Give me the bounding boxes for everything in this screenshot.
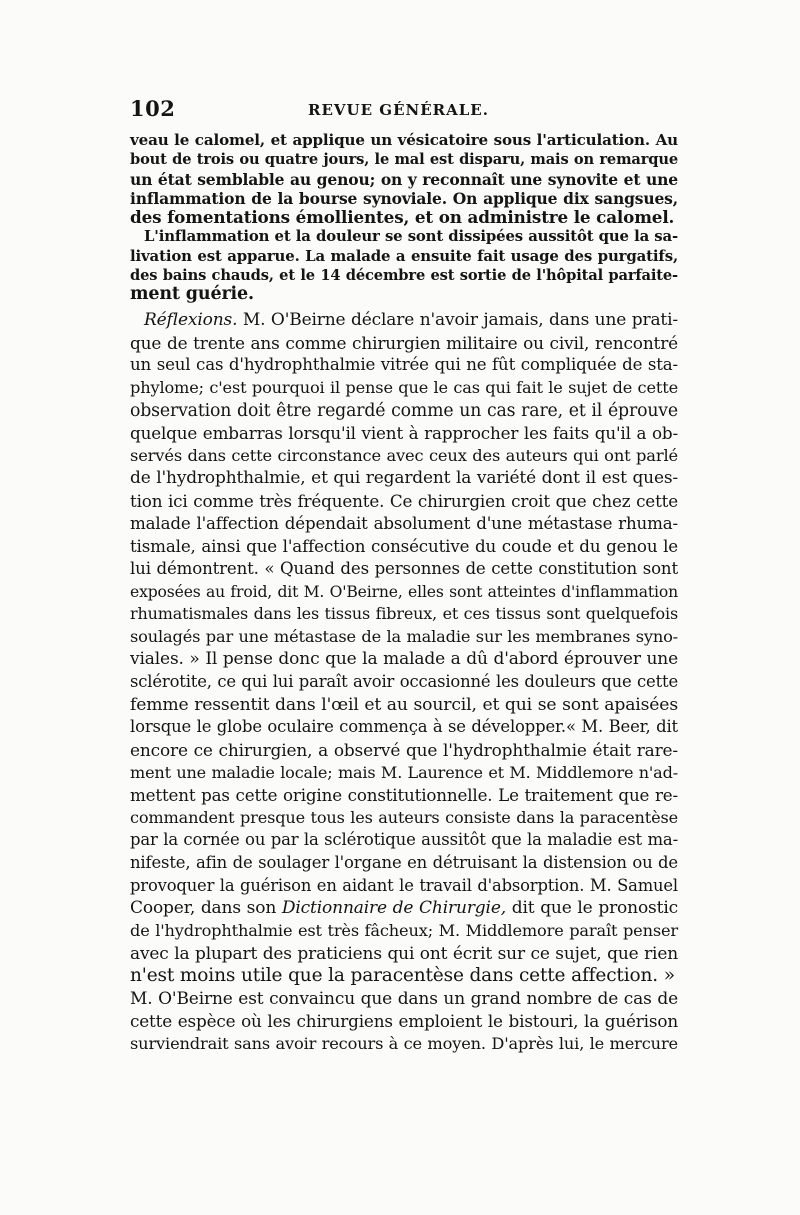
text-line: rhumatismales dans les tissus fibreux, et ces tissus sont quelquefois xyxy=(130,604,678,624)
text-line: tion ici comme très fréquente. Ce chirurgien croit que chez cette xyxy=(130,491,678,511)
text-line: inflammation de la bourse synoviale. On applique dix sangsues, xyxy=(130,188,678,208)
text-line: exposées au froid, dit M. O'Beirne, elles sont atteintes d'inflammation xyxy=(130,582,678,601)
text-line: provoquer la guérison en aidant le travail d'absorption. M. Samuel xyxy=(130,875,678,895)
page-header xyxy=(130,96,678,124)
text-line: observation doit être regardé comme un cas rare, et il éprouve xyxy=(130,400,678,421)
text-line: quelque embarras lorsqu'il vient à rapprocher les faits qu'il a ob- xyxy=(130,423,678,444)
text-line: nifeste, afin de soulager l'organe en détruisant la distension ou de xyxy=(130,853,678,872)
book-title: Dictionnaire de Chirurgie, xyxy=(281,898,507,919)
text-line xyxy=(130,309,678,332)
running-head: REVUE GÉNÉRALE. xyxy=(308,101,489,119)
text-line: soulagés par une métastase de la maladie sur les membranes syno- xyxy=(130,626,678,646)
text-line: avec la plupart des praticiens qui ont écrit sur ce sujet, que rien xyxy=(130,943,678,964)
text-line: un seul cas d'hydrophthalmie vitrée qui ne fût compliquée de sta- xyxy=(130,355,678,375)
text-line: n'est moins utile que la paracentèse dans cette affection. » xyxy=(130,965,675,987)
text-line: des bains chauds, et le 14 décembre est sortie de l'hôpital parfaite- xyxy=(130,267,678,285)
text-line: livation est apparue. La malade a ensuite fait usage des purgatifs, xyxy=(130,246,678,265)
text-line: servés dans cette circonstance avec ceux des auteurs qui ont parlé xyxy=(130,445,678,465)
text-line: des fomentations émollientes, et on administre le calomel. xyxy=(130,207,675,228)
text-line: ment une maladie locale; mais M. Laurence et M. Middlemore n'ad- xyxy=(130,762,678,782)
text-line: de l'hydrophthalmie, et qui regardent la variété dont il est ques- xyxy=(130,468,678,489)
text-line: femme ressentit dans l'œil et au sourcil, et qui se sont apaisées xyxy=(130,694,678,715)
text-line: mettent pas cette origine constitutionnelle. Le traitement que re- xyxy=(130,785,678,806)
text-line: viales. » Il pense donc que la malade a dû d'abord éprouver une xyxy=(130,649,678,670)
case-conclusion-paragraph xyxy=(130,131,678,305)
text-line: cette espèce où les chirurgiens emploient le bistouri, la guérison xyxy=(130,1011,678,1032)
page-number: 102 xyxy=(130,96,176,121)
text-line: M. O'Beirne est convaincu que dans un grand nombre de cas de xyxy=(130,988,678,1009)
reflexions-label: Réflexions. xyxy=(144,310,238,330)
text-line: de l'hydrophthalmie est très fâcheux; M. Middlemore paraît penser xyxy=(130,920,678,940)
text-line: encore ce chirurgien, a observé que l'hydrophthalmie était rare- xyxy=(130,739,678,760)
text-line: que de trente ans comme chirurgien militaire ou civil, rencontré xyxy=(130,332,678,353)
text-line: phylome; c'est pourquoi il pense que le cas qui fait le sujet de cette xyxy=(130,377,678,397)
text-fragment: Cooper, dans son xyxy=(130,898,282,919)
text-line: surviendrait sans avoir recours à ce moyen. D'après lui, le mercure xyxy=(130,1034,678,1053)
text-line xyxy=(130,897,678,920)
reflexions-paragraph xyxy=(130,309,678,1056)
text-line: tismale, ainsi que l'affection consécutive du coude et du genou le xyxy=(130,536,678,557)
text-line: un état semblable au genou; on y reconnaît une synovite et une xyxy=(130,169,678,189)
text-line: veau le calomel, et applique un vésicatoire sous l'articulation. Au xyxy=(130,131,678,149)
text-line: L'inflammation et la douleur se sont dissipées aussitôt que la sa- xyxy=(144,227,678,246)
text-line: par la cornée ou par la sclérotique aussitôt que la maladie est ma- xyxy=(130,830,678,850)
text-line: sclérotite, ce qui lui paraît avoir occasionné les douleurs que cette xyxy=(130,672,678,691)
text-line: bout de trois ou quatre jours, le mal est disparu, mais on remarque xyxy=(130,151,678,169)
text-fragment: dit que le pronostic xyxy=(506,898,678,919)
text-line: commandent presque tous les auteurs consiste dans la paracentèse xyxy=(130,807,678,827)
text-line: lui démontrent. « Quand des personnes de cette constitution sont xyxy=(130,558,678,578)
text-line: ment guérie. xyxy=(130,284,254,305)
text-line: lorsque le globe oculaire commença à se développer.« M. Beer, dit xyxy=(130,717,678,737)
text-fragment: M. O'Beirne déclare n'avoir jamais, dans une prati- xyxy=(237,310,678,330)
text-line: malade l'affection dépendait absolument d'une métastase rhuma- xyxy=(130,513,678,533)
